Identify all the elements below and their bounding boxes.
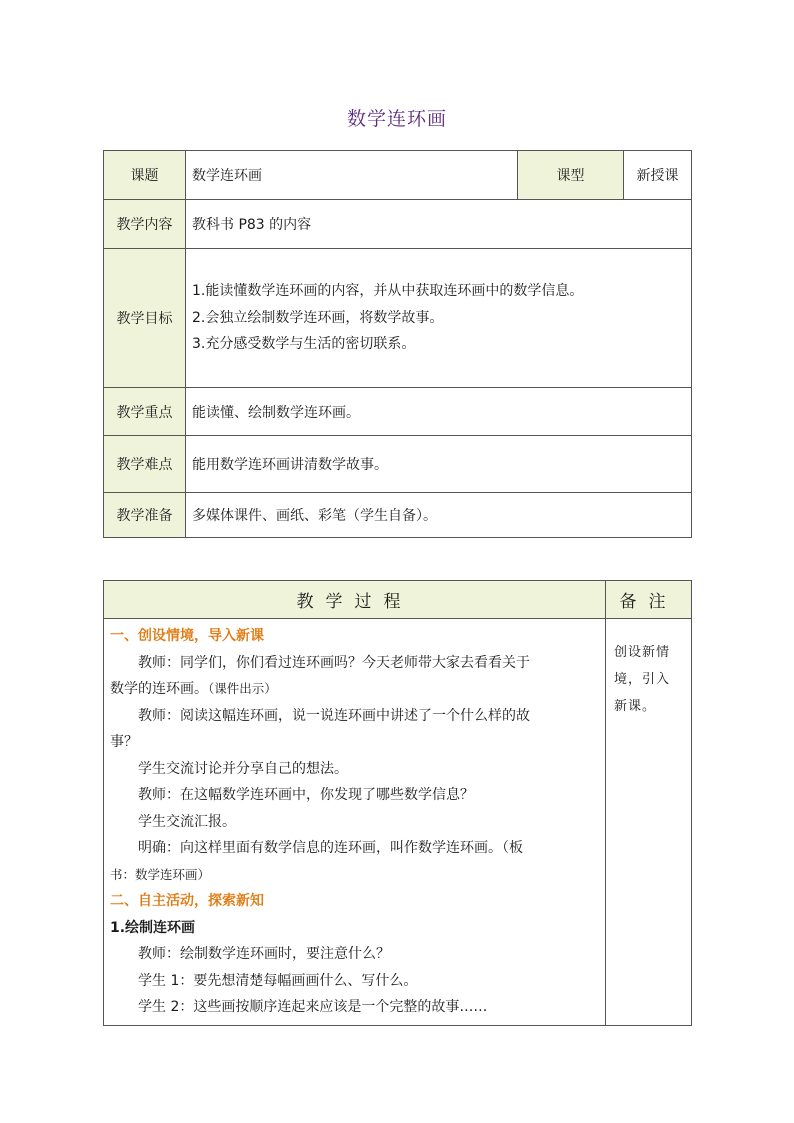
difficulties-value: 能用数学连环画讲清数学故事。	[186, 436, 692, 493]
note-line-2: 境，引入	[614, 672, 671, 687]
paragraph-3: 学生交流讨论并分享自己的想法。	[138, 760, 348, 777]
process-header: 教学过程	[104, 581, 606, 619]
subheading-1: 1.绘制连环画	[110, 919, 196, 936]
paragraph-1-cont	[110, 676, 599, 703]
objective-3: 3.充分感受数学与生活的密切联系。	[192, 336, 416, 353]
note-line-3: 新课。	[614, 699, 657, 714]
paragraph-8: 学生 1：要先想清楚每幅画画什么、写什么。	[138, 972, 418, 989]
document-title: 数学连环画	[346, 108, 447, 130]
teaching-process-table	[103, 580, 692, 1026]
info-row-preparation	[104, 493, 692, 538]
info-row-topic	[104, 151, 692, 200]
paragraph-1: 教师：同学们，你们看过连环画吗？今天老师带大家去看看关于	[138, 654, 530, 671]
paragraph-6: 明确：向这样里面有数学信息的连环画，叫作数学连环画。（板	[138, 840, 523, 856]
objective-1: 1.能读懂数学连环画的内容，并从中获取连环画中的数学信息。	[192, 283, 584, 300]
preparation-label: 教学准备	[104, 493, 186, 538]
section-heading-2: 二、自主活动，探索新知	[110, 893, 264, 909]
note-line-1: 创设新情	[614, 645, 671, 660]
lesson-type-label: 课型	[518, 151, 624, 200]
content-label: 教学内容	[104, 200, 186, 249]
objective-2: 2.会独立绘制数学连环画，将数学故事。	[192, 309, 444, 326]
notes-header: 备注	[606, 581, 692, 619]
info-row-content	[104, 200, 692, 249]
objectives-label: 教学目标	[104, 249, 186, 388]
paragraph-7: 教师：绘制数学连环画时，要注意什么？	[138, 946, 390, 962]
preparation-value: 多媒体课件、画纸、彩笔（学生自备）。	[186, 493, 692, 538]
process-body-row	[104, 619, 692, 1026]
paragraph-5: 学生交流汇报。	[138, 813, 236, 830]
paragraph-1-remark: （课件出示）	[208, 681, 277, 696]
content-value: 教科书 P83 的内容	[186, 200, 692, 249]
paragraph-1-cont-text: 数学的连环画。	[110, 681, 208, 697]
info-row-difficulties	[104, 436, 692, 493]
process-header-row	[104, 581, 692, 619]
info-row-objectives	[104, 249, 692, 388]
objectives-value	[186, 249, 692, 388]
paragraph-2-cont: 事？	[110, 734, 138, 750]
paragraph-6-cont: 书：数学连环画）	[110, 866, 211, 882]
info-row-key-points	[104, 388, 692, 436]
paragraph-9: 学生 2：这些画按顺序连起来应该是一个完整的故事……	[138, 999, 488, 1015]
lesson-type-value: 新授课	[624, 151, 692, 200]
section-heading-1: 一、创设情境，导入新课	[110, 628, 264, 644]
process-content	[104, 619, 606, 1026]
key-points-label: 教学重点	[104, 388, 186, 436]
difficulties-label: 教学难点	[104, 436, 186, 493]
topic-label: 课题	[104, 151, 186, 200]
notes-content	[606, 619, 692, 1026]
paragraph-2: 教师：阅读这幅连环画，说一说连环画中讲述了一个什么样的故	[138, 707, 530, 724]
lesson-info-table	[103, 150, 692, 538]
topic-value: 数学连环画	[186, 151, 518, 200]
paragraph-4: 教师：在这幅数学连环画中，你发现了哪些数学信息？	[138, 787, 474, 803]
key-points-value: 能读懂、绘制数学连环画。	[186, 388, 692, 436]
